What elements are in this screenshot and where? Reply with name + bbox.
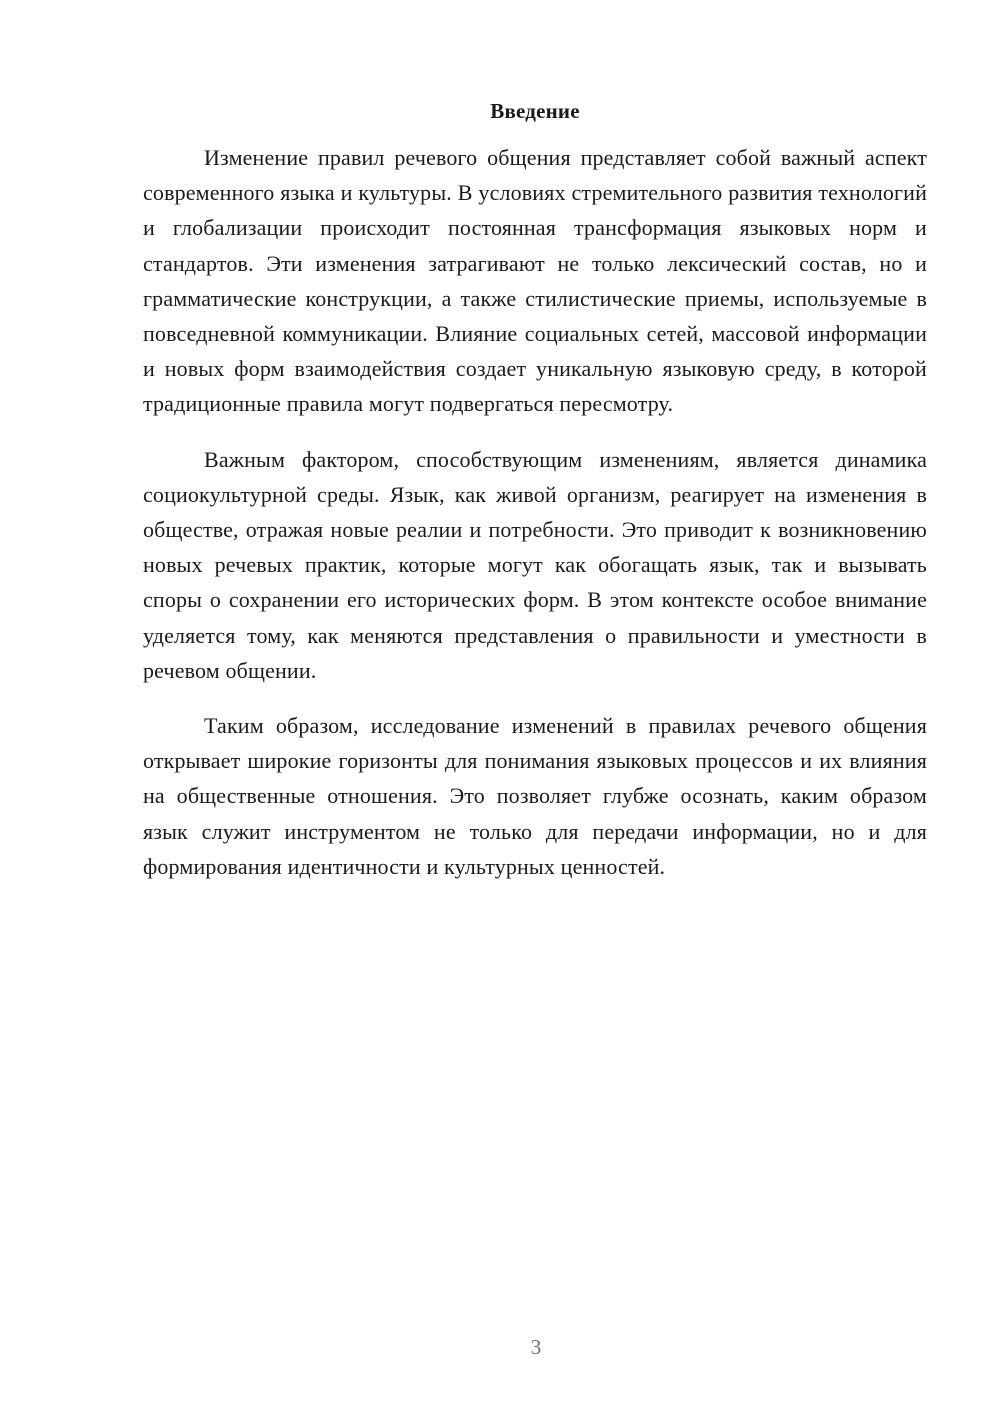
paragraph-2: Важным фактором, способствующим изменениям, является динамика социокультурной среды. Язык, как живой организм, реагирует на изменения в обществе, отражая новые реалии и потребности. Это приводит к возникновению новых речевых практик, которые могут как обогащать язык, так и вызывать споры о сохранении его исторических форм. В этом контексте особое внимание уделяется тому, как меняются представления о правильности и уместности в речевом общении. (143, 446, 927, 683)
page-number: 3 (530, 1335, 542, 1359)
section-heading: Введение (490, 99, 580, 123)
paragraph-3: Таким образом, исследование изменений в правилах речевого общения открывает широкие горизонты для понимания языковых процессов и их влияния на общественные отношения. Это позволяет глубже осознать, каким образом язык служит инструментом не только для передачи информации, но и для формирования идентичности и культурных ценностей. (143, 713, 927, 879)
paragraph-1: Изменение правил речевого общения представляет собой важный аспект современного языка и культуры. В условиях стремительного развития технологий и глобализации происходит постоянная трансформация языковых норм и стандартов. Эти изменения затрагивают не только лексический состав, но и грамматические конструкции, а также стилистические приемы, используемые в повседневной коммуникации. Влияние социальных сетей, массовой информации и новых форм взаимодействия создает уникальную языковую среду, в которой традиционные правила могут подвергаться пересмотру. (143, 145, 927, 417)
page-content (143, 96, 927, 904)
